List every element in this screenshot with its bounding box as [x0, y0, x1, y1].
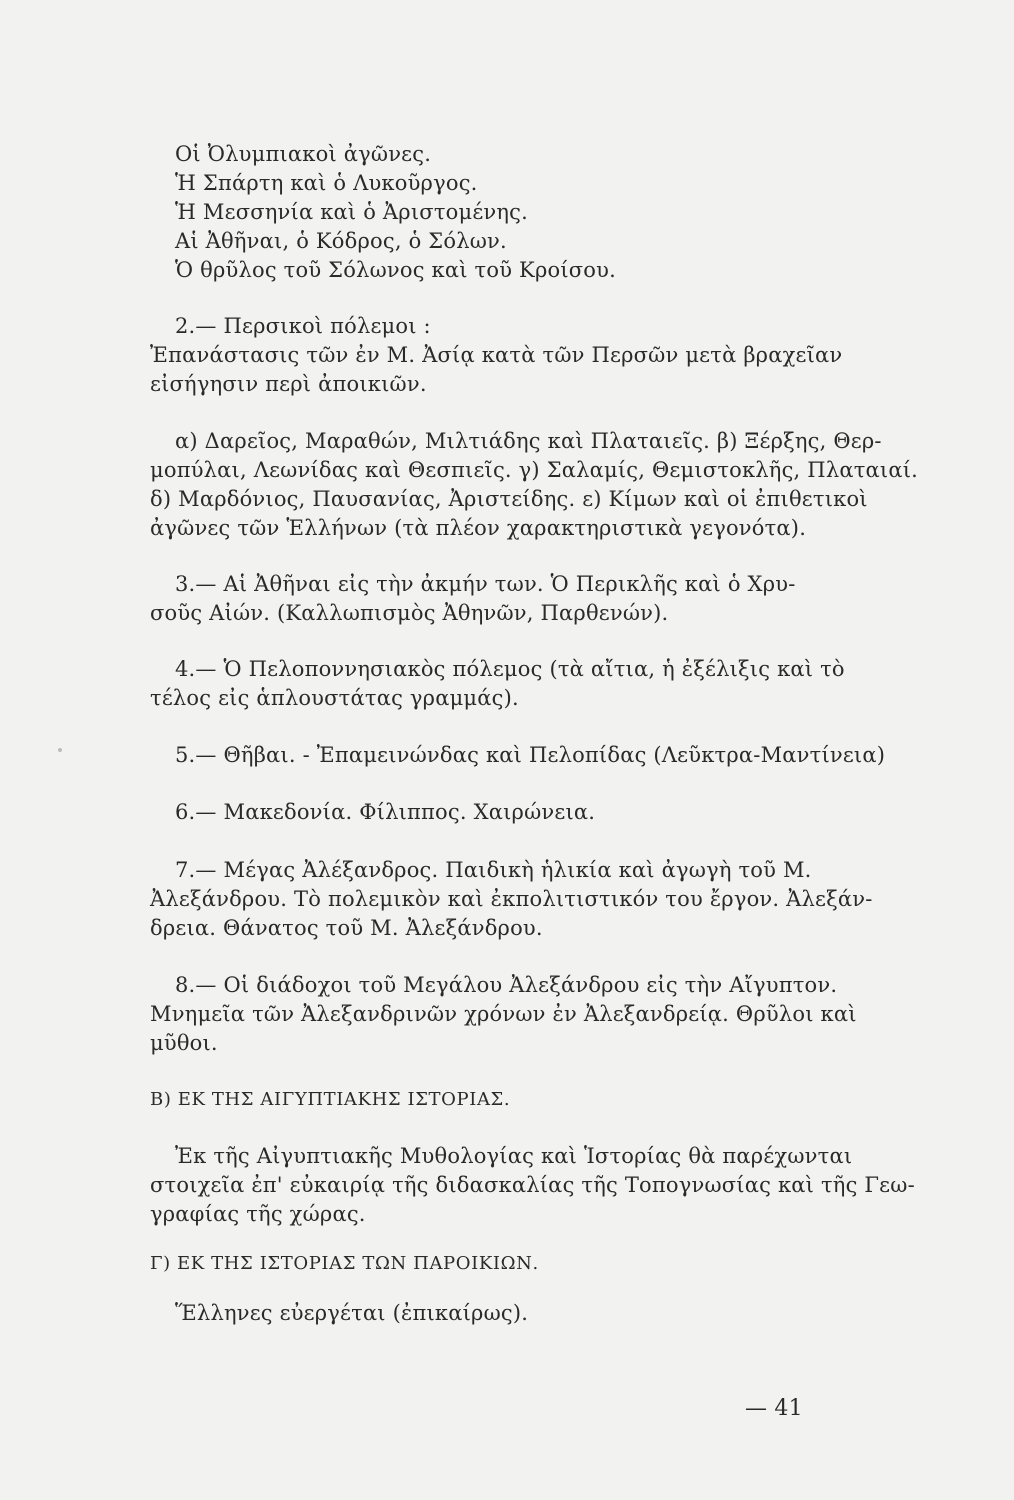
section-2a-line: μοπύλαι, Λεωνίδας καὶ Θεσπιεῖς. γ) Σαλαμίς, Θεμιστοκλῆς, Πλαταιαί. [150, 458, 919, 482]
section-2-line: Ἐπανάστασις τῶν ἐν Μ. Ἀσίᾳ κατὰ τῶν Περσῶν μετὰ βραχεῖαν [150, 343, 843, 367]
section-2a-line: δ) Μαρδόνιος, Παυσανίας, Ἀριστείδης. ε) Κίμων καὶ οἱ ἐπιθετικοὶ [150, 487, 868, 511]
section-4-line: τέλος εἰς ἁπλουστάτας γραμμάς). [150, 686, 519, 710]
section-b-line: στοιχεῖα ἐπ' εὐκαιρίᾳ τῆς διδασκαλίας τῆς Τοπογνωσίας καὶ τῆς Γεω- [150, 1173, 915, 1197]
section-3-line: σοῦς Αἰών. (Καλλωπισμὸς Ἀθηνῶν, Παρθενών). [150, 601, 669, 625]
section-4-line: 4.— Ὁ Πελοποννησιακὸς πόλεμος (τὰ αἴτια, ἡ ἐξέλιξις καὶ τὸ [175, 657, 845, 681]
intro-line: Ἡ Μεσσηνία καὶ ὁ Ἀριστομένης. [175, 200, 528, 224]
section-7-line: δρεια. Θάνατος τοῦ Μ. Ἀλεξάνδρου. [150, 916, 543, 940]
margin-speck [58, 748, 62, 752]
heading-colonies-history: Γ) ΕΚ ΤΗΣ ΙΣΤΟΡΙΑΣ ΤΩΝ ΠΑΡΟΙΚΙΩΝ. [150, 1253, 539, 1274]
section-g-line: Ἕλληνες εὐεργέται (ἐπικαίρως). [175, 1301, 529, 1325]
section-b-line: Ἐκ τῆς Αἰγυπτιακῆς Μυθολογίας καὶ Ἱστορίας θὰ παρέχωνται [175, 1144, 853, 1168]
section-3-line: 3.— Αἱ Ἀθῆναι εἰς τὴν ἀκμήν των. Ὁ Περικλῆς καὶ ὁ Χρυ- [175, 572, 796, 596]
section-8-line: μῦθοι. [150, 1031, 218, 1055]
intro-line: Ἡ Σπάρτη καὶ ὁ Λυκοῦργος. [175, 171, 478, 195]
intro-line: Οἱ Ὀλυμπιακοὶ ἀγῶνες. [175, 142, 432, 166]
section-b-line: γραφίας τῆς χώρας. [150, 1202, 366, 1226]
intro-line: Αἱ Ἀθῆναι, ὁ Κόδρος, ὁ Σόλων. [175, 229, 507, 253]
section-7-line: 7.— Μέγας Ἀλέξανδρος. Παιδικὴ ἡλικία καὶ ἀγωγὴ τοῦ Μ. [175, 858, 812, 882]
page-number: — 41 [745, 1396, 803, 1421]
intro-line: Ὁ θρῦλος τοῦ Σόλωνος καὶ τοῦ Κροίσου. [175, 258, 616, 282]
section-7-line: Ἀλεξάνδρου. Τὸ πολεμικὸν καὶ ἐκπολιτιστικόν του ἔργον. Ἀλεξάν- [150, 887, 873, 911]
section-5-line: 5.— Θῆβαι. - Ἐπαμεινώνδας καὶ Πελοπίδας (Λεῦκτρα-Μαντίνεια) [175, 743, 886, 767]
section-8-line: 8.— Οἱ διάδοχοι τοῦ Μεγάλου Ἀλεξάνδρου εἰς τὴν Αἴγυπτον. [175, 973, 838, 997]
section-8-line: Μνημεῖα τῶν Ἀλεξανδρινῶν χρόνων ἐν Ἀλεξανδρείᾳ. Θρῦλοι καὶ [150, 1002, 857, 1026]
section-2a-line: ἀγῶνες τῶν Ἑλλήνων (τὰ πλέον χαρακτηριστικὰ γεγονότα). [150, 516, 807, 540]
heading-egyptian-history: Β) ΕΚ ΤΗΣ ΑΙΓΥΠΤΙΑΚΗΣ ΙΣΤΟΡΙΑΣ. [150, 1089, 511, 1110]
section-2-title: 2.— Περσικοὶ πόλεμοι : [175, 314, 431, 338]
section-2-line: εἰσήγησιν περὶ ἀποικιῶν. [150, 372, 427, 396]
section-6-line: 6.— Μακεδονία. Φίλιππος. Χαιρώνεια. [175, 800, 596, 824]
section-2a-line: α) Δαρεῖος, Μαραθών, Μιλτιάδης καὶ Πλαταιεῖς. β) Ξέρξης, Θερ- [175, 429, 882, 453]
